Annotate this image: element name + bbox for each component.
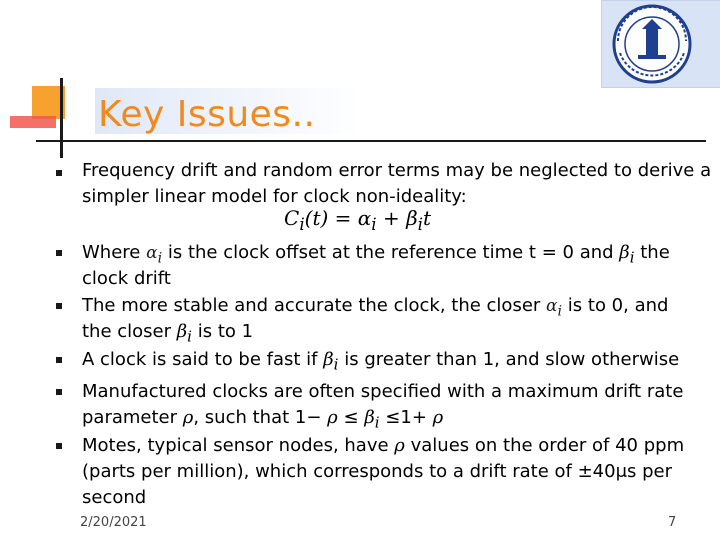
formula-sub: i <box>417 215 423 234</box>
beta-symbol: $\beta_i$ <box>619 242 635 267</box>
vertical-rule <box>60 78 63 158</box>
bullet-text: (parts per million), which corresponds to a drift rate of ±40μs per <box>82 461 673 482</box>
text-span: , such that 1− <box>193 407 322 428</box>
text-span: is to 0, and <box>567 295 669 316</box>
bullet-marker <box>56 389 62 395</box>
university-logo <box>601 0 720 88</box>
text-span: the <box>640 242 670 263</box>
rho-symbol: ρ <box>182 407 194 428</box>
formula-plus: + <box>376 206 407 230</box>
text-span: ≤1+ <box>385 407 427 428</box>
horizontal-rule <box>36 140 706 142</box>
slide-title: Key Issues.. <box>98 94 316 135</box>
text-span: is to 1 <box>197 321 254 342</box>
formula-eq: = <box>328 206 358 230</box>
bullet-text <box>82 433 684 459</box>
bullet-text <box>82 405 443 436</box>
bullet-marker <box>56 170 62 176</box>
alpha-symbol: $\alpha_i$ <box>546 296 563 320</box>
text-span: parameter <box>82 407 178 428</box>
beta-symbol: $\beta_i$ <box>364 407 380 432</box>
text-span: the closer <box>82 321 172 342</box>
text-span: Motes, typical sensor nodes, have <box>82 435 389 456</box>
text-span: ≤ <box>343 407 359 428</box>
bullet-text <box>82 319 253 350</box>
rho-symbol: ρ <box>394 435 405 456</box>
clock-model-formula <box>284 206 431 234</box>
rho-symbol: ρ <box>432 407 444 428</box>
bullet-text: Manufactured clocks are often specified with a maximum drift rate <box>82 381 684 402</box>
university-seal-icon <box>602 1 720 87</box>
beta-symbol: $\beta_i$ <box>176 321 192 346</box>
text-span: The more stable and accurate the clock, the closer <box>82 295 541 316</box>
formula-c: C <box>284 206 300 230</box>
bullet-text: clock drift <box>82 268 171 289</box>
text-span: values on the order of 40 ppm <box>410 435 685 456</box>
formula-arg: (t) <box>304 206 329 230</box>
footer-date: 2/20/2021 <box>80 515 147 530</box>
formula-beta: β <box>406 206 418 230</box>
red-accent-bar <box>10 116 56 128</box>
text-span: is greater than 1, and slow otherwise <box>344 349 680 370</box>
bullet-text <box>82 347 679 378</box>
rho-symbol: ρ <box>327 407 338 428</box>
bullet-marker <box>56 357 62 363</box>
formula-alpha: α <box>357 206 372 230</box>
bullet-marker <box>56 443 62 449</box>
page-number: 7 <box>668 515 677 530</box>
text-span: is the clock offset at the reference time t = 0 and <box>167 242 614 263</box>
bullet-text: Frequency drift and random error terms may be neglected to derive a <box>82 160 712 181</box>
text-span: A clock is said to be fast if <box>82 349 318 370</box>
beta-symbol: $\beta_i$ <box>323 349 339 374</box>
text-span: Where <box>82 242 141 263</box>
alpha-symbol: $\alpha_i$ <box>146 243 163 267</box>
bullet-marker <box>56 303 62 309</box>
bullet-text: second <box>82 487 147 508</box>
formula-sub: i <box>371 215 377 234</box>
bullet-marker <box>56 250 62 256</box>
bullet-text: simpler linear model for clock non-ideality: <box>82 186 467 207</box>
formula-t: t <box>423 206 432 230</box>
formula-sub: i <box>299 215 305 234</box>
